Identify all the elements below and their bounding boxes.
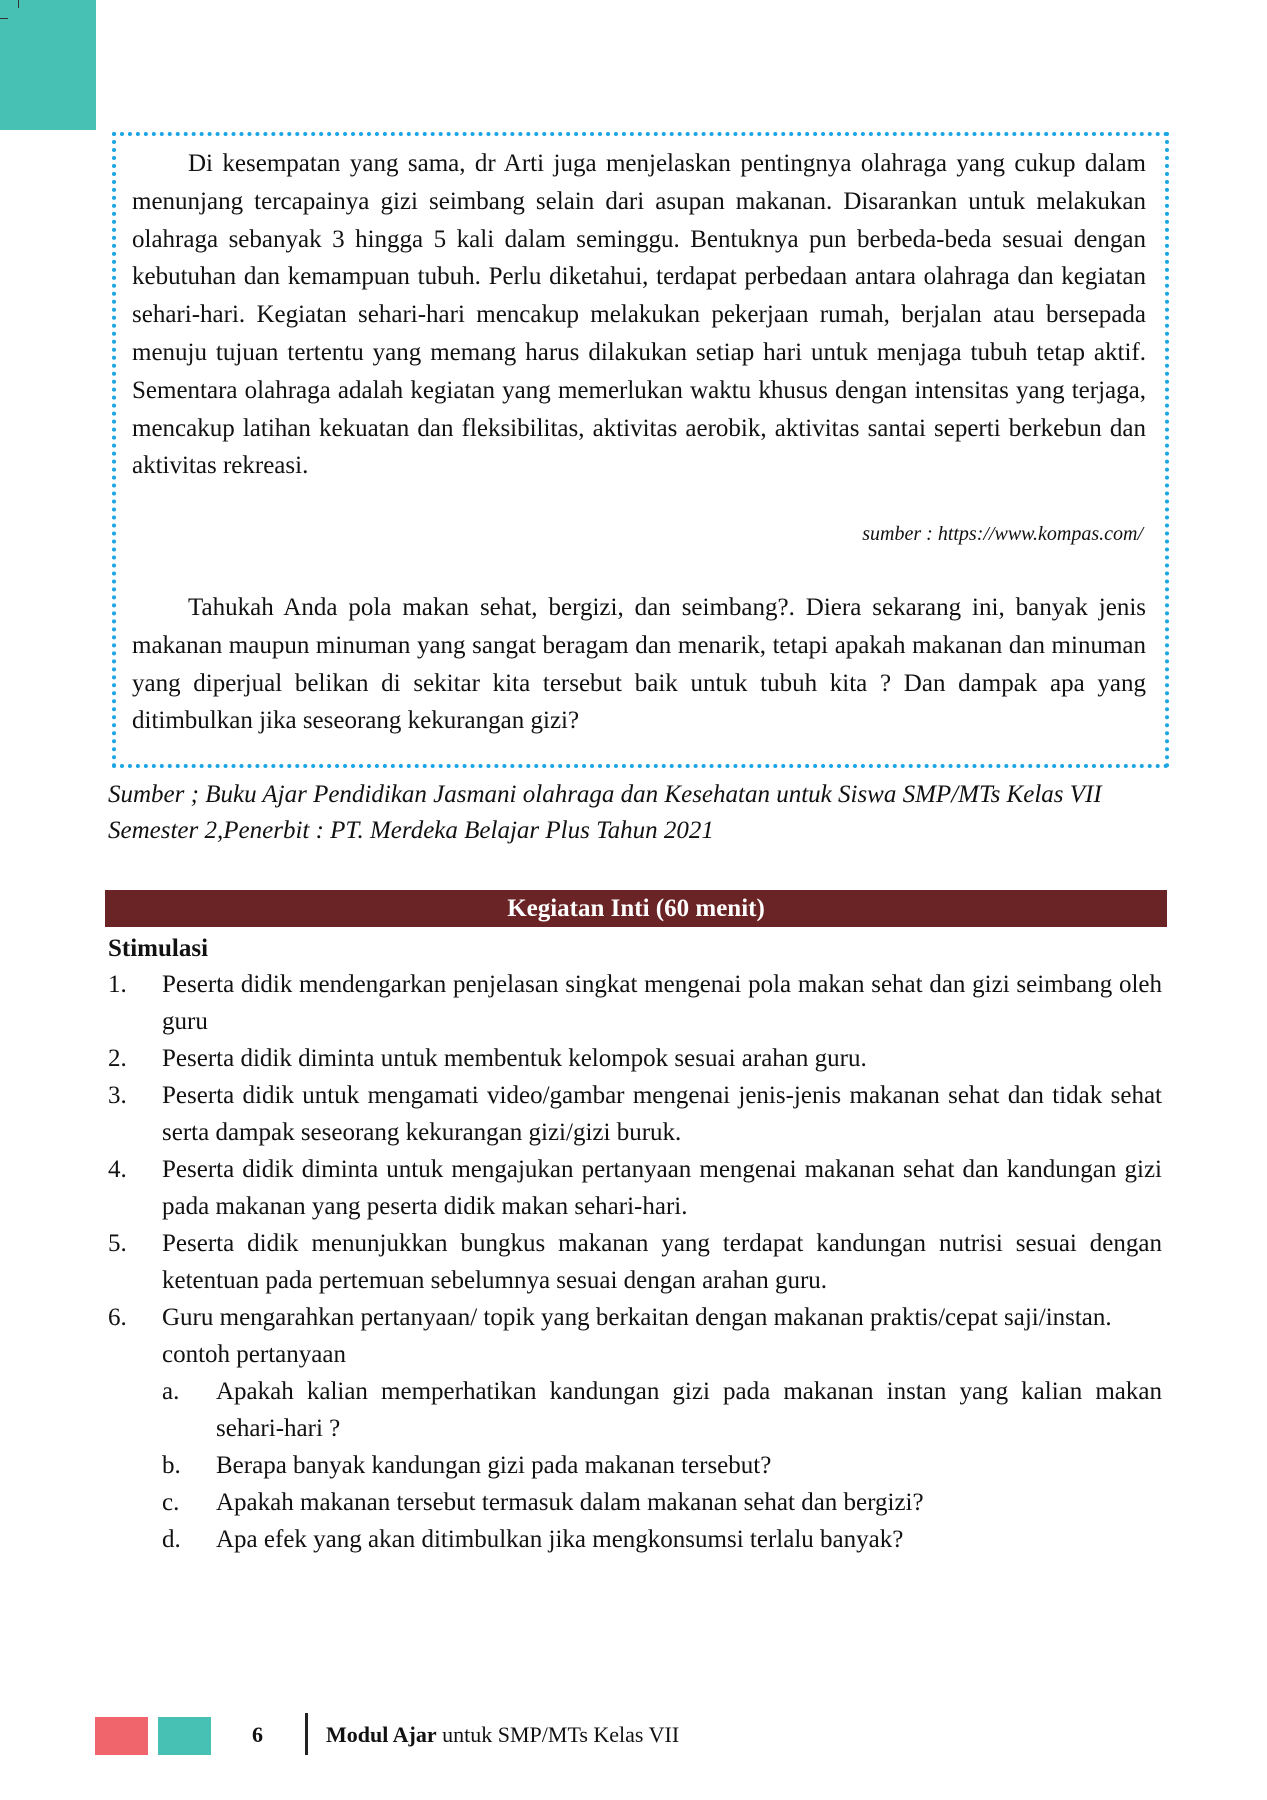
item-number: 6.	[108, 1304, 127, 1331]
list-item	[108, 1299, 1162, 1336]
list-item	[108, 1077, 1162, 1151]
paragraph-text: Di kesempatan yang sama, dr Arti juga menjelaskan pentingnya olahraga yang cukup dalam menunjang tercapainya gizi seimbang selain dari asupan makanan. Disarankan untuk melakukan olahraga sebanyak 3 hingga 5 kali dalam seminggu. Bentuknya pun berbeda-beda sesuai dengan kebutuhan dan kemampuan tubuh. Perlu diketahui, terdapat perbedaan antara olahraga dan kegiatan sehari-hari. Kegiatan sehari-hari mencakup melakukan pekerjaan rumah, berjalan atau bersepada menuju tujuan tertentu yang memang harus dilakukan setiap hari untuk menjaga tubuh tetap aktif. Sementara olahraga adalah kegiatan yang memerlukan waktu khusus dengan intensitas yang terjaga, mencakup latihan kekuatan dan fleksibilitas, aktivitas aerobik, aktivitas santai seperti berkebun dan aktivitas rekreasi.	[132, 150, 1146, 480]
item-text: Peserta didik diminta untuk mengajukan pertanyaan mengenai makanan sehat dan kandungan gizi pada makanan yang peserta didik makan sehari-hari.	[162, 1156, 1162, 1220]
footer-title-bold: Modul Ajar	[326, 1722, 437, 1747]
crop-mark	[18, 0, 19, 8]
section-header: Kegiatan Inti (60 menit)	[105, 890, 1167, 927]
question-item	[162, 1521, 1162, 1558]
question-text: Apakah makanan tersebut termasuk dalam makanan sehat dan bergizi?	[216, 1489, 924, 1516]
item-text: Peserta didik mendengarkan penjelasan singkat mengenai pola makan sehat dan gizi seimbang oleh guru	[162, 971, 1162, 1035]
item-text: Peserta didik diminta untuk membentuk kelompok sesuai arahan guru.	[162, 1045, 867, 1072]
question-letter: b.	[162, 1452, 181, 1479]
question-letter: a.	[162, 1378, 180, 1405]
article-paragraph-1	[132, 145, 1146, 485]
question-letter: d.	[162, 1526, 181, 1553]
item-text: Guru mengarahkan pertanyaan/ topik yang berkaitan dengan makanan praktis/cepat saji/instan.	[162, 1304, 1112, 1331]
item-text: Peserta didik menunjukkan bungkus makanan yang terdapat kandungan nutrisi sesuai dengan ketentuan pada pertemuan sebelumnya sesuai dengan arahan guru.	[162, 1230, 1162, 1294]
decorative-teal-block	[0, 0, 96, 130]
paragraph-text: Tahukah Anda pola makan sehat, bergizi, dan seimbang?. Diera sekarang ini, banyak jenis makanan maupun minuman yang sangat beragam dan menarik, tetapi apakah makanan dan minuman yang diperjual belikan di sekitar kita tersebut baik untuk tubuh kita ? Dan dampak apa yang ditimbulkan jika seseorang kekurangan gizi?	[132, 594, 1146, 735]
footer-teal-square	[158, 1717, 211, 1755]
question-text: Apakah kalian memperhatikan kandungan gizi pada makanan instan yang kalian makan sehari-hari ?	[216, 1378, 1162, 1442]
page-number: 6	[252, 1722, 263, 1747]
question-item	[162, 1447, 1162, 1484]
footer-title-rest: untuk SMP/MTs Kelas VII	[436, 1722, 680, 1747]
item-number: 4.	[108, 1156, 127, 1183]
question-item	[162, 1484, 1162, 1521]
article-source: sumber : https://www.kompas.com/	[862, 523, 1143, 545]
list-item	[108, 1225, 1162, 1299]
list-item	[108, 966, 1162, 1040]
footer-coral-square	[95, 1717, 148, 1755]
footer-divider	[305, 1713, 308, 1755]
item-number: 5.	[108, 1230, 127, 1257]
footer-title	[326, 1722, 679, 1748]
example-label: contoh pertanyaan	[162, 1341, 346, 1368]
crop-mark	[0, 18, 8, 19]
list-item	[108, 1151, 1162, 1225]
item-number: 2.	[108, 1045, 127, 1072]
question-letter: c.	[162, 1489, 180, 1516]
article-paragraph-2	[132, 589, 1146, 740]
item-number: 3.	[108, 1082, 127, 1109]
question-text: Berapa banyak kandungan gizi pada makanan tersebut?	[216, 1452, 772, 1479]
list-item	[108, 1040, 1162, 1077]
item-text: Peserta didik untuk mengamati video/gambar mengenai jenis-jenis makanan sehat dan tidak sehat serta dampak seseorang kekurangan gizi/gizi buruk.	[162, 1082, 1162, 1146]
activity-list	[108, 966, 1162, 1558]
section-title: Stimulasi	[108, 935, 209, 962]
question-text: Apa efek yang akan ditimbulkan jika mengkonsumsi terlalu banyak?	[216, 1526, 904, 1553]
source-caption: Sumber ; Buku Ajar Pendidikan Jasmani olahraga dan Kesehatan untuk Siswa SMP/MTs Kelas VII Semester 2,Penerbit : PT. Merdeka Belajar Plus Tahun 2021	[108, 781, 1102, 844]
question-item	[162, 1373, 1162, 1447]
item-number: 1.	[108, 971, 127, 998]
